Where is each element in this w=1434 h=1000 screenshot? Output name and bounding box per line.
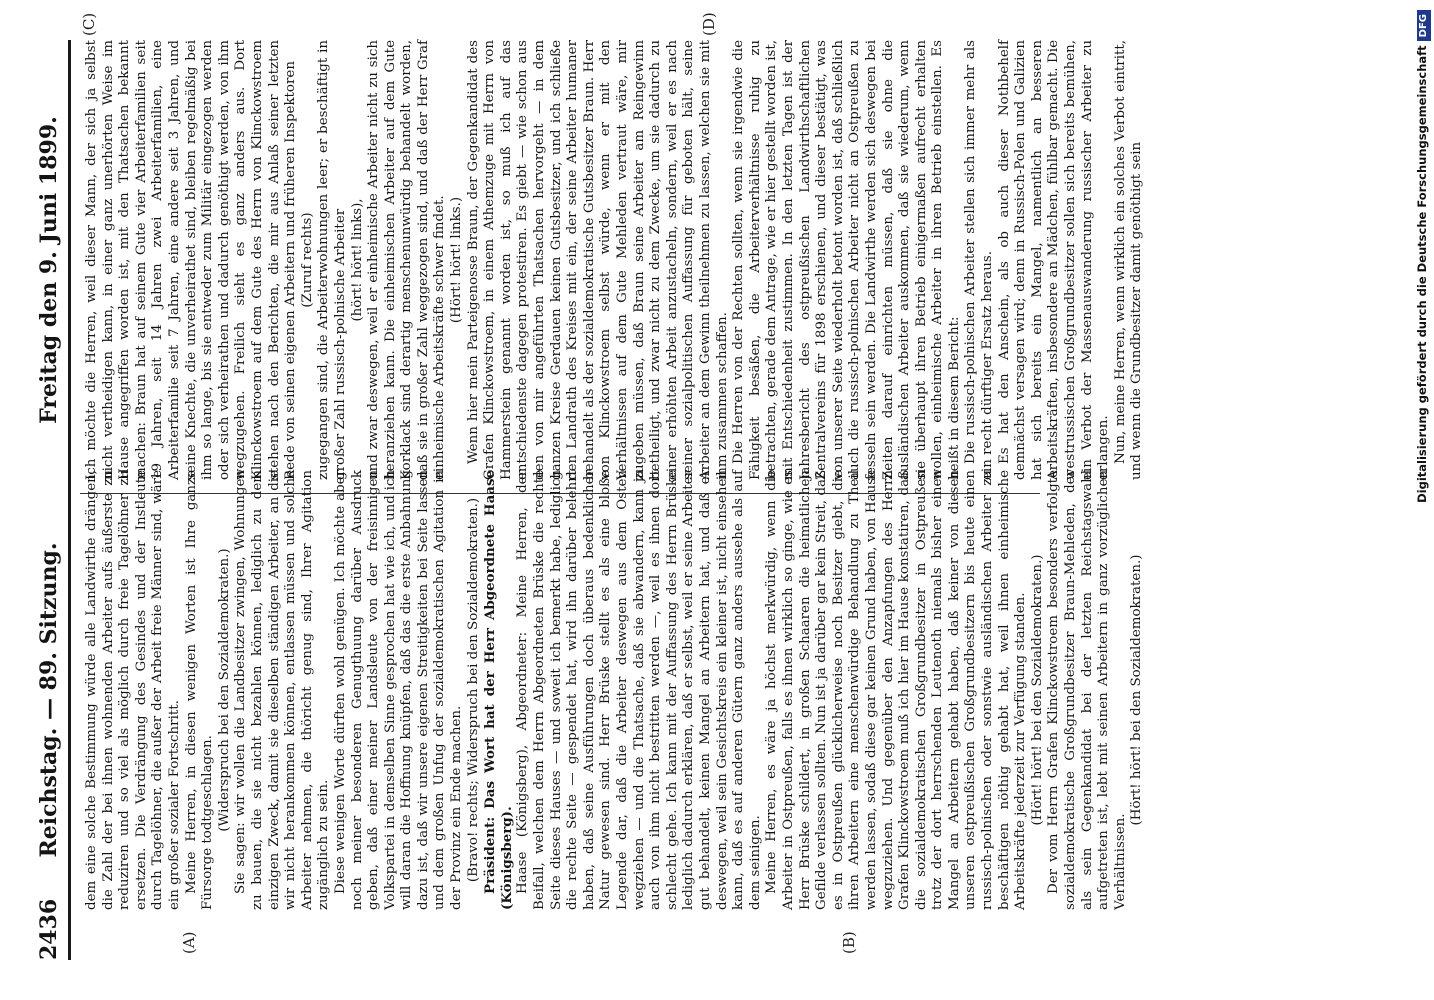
page-header [22,40,64,960]
interjection: (hört! hört! links), [349,198,365,322]
margin-marker-c: (C) [80,12,98,36]
margin-marker-d: (D) [700,12,718,36]
header-title-left: Reichstag. — 89. Sitzung. [36,542,62,858]
interjection: (Bravo! rechts; Widerspruch bei den Sozialdemokraten.) [465,497,481,883]
interjection: (Hört! hört! bei den Sozialdemokraten.) [1129,554,1145,826]
paragraph: zugegangen sind, die Arbeiterwohnungen leer; er beschäftigt in großer Zahl russisch-polnische Arbeiter [316,40,348,480]
paragraph: dem eine solche Bestimmung würde alle Landwirthe drängen, die Zahl der bei ihnen wohnenden Arbeiter aufs äußerste zu reduziren und so viel als möglich durch freie Tagelöhner zu ersetzen. Die Verdrängung des Gesindes und der Instleute durch Tagelöhner, die außer der Arbeit freie Männer sind, wäre ein großer sozialer Fortschritt. [84,470,182,910]
paragraph: Haase (Königsberg), Abgeordneter: Meine Herren, der Beifall, welchen dem Herrn Abgeordneten Brüske die rechte Seite dieses Hauses — und soweit ich bemerkt habe, lediglich die rechte Seite — gespendet hat, wird ihn darüber belehrt haben, daß seine Ausführungen doch überaus bedenklicher Natur gewesen sind. Herr Brüske stellt es als eine bloße Legende dar, daß die Arbeiter deswegen aus dem Osten wegziehen — und die Thatsache, daß sie abwandern, kann ja auch von ihm nicht bestritten werden —, weil es ihnen dort schlecht gehe. Ich kann mit der Auffassung des Herrn Brüske lediglich dadurch erklären, daß er selbst, weil er seine Arbeiter gut behandelt, keinen Mangel an Arbeitern hat, und daß er deswegen, weil sein Gesichtskreis ein kleiner ist, nicht einsehen kann, daß es auf anderen Gütern ganz anders aussehe als auf dem seinigen. [515,470,763,910]
left-column [84,470,1146,910]
paragraph: Nun, meine Herren, wenn wirklich ein solches Verbot eintritt, und wenn die Grundbesitzer damit genöthigt sein [1112,40,1145,480]
watermark-text: Digitalisierung gefördert durch die Deutsche Forschungsgemeinschaft [1415,45,1429,503]
margin-marker-b: (B) [840,931,858,954]
dfg-watermark [1410,0,1434,1000]
interjection: (Zuruf rechts) [299,212,315,308]
interjection: (Hört! hört! bei den Sozialdemokraten.) [1029,554,1045,826]
margin-marker-a: (A) [180,931,198,954]
paragraph: Meine Herren, in diesen wenigen Worten ist Ihre ganze Fürsorge todtgeschlagen. [183,470,216,910]
paragraph: Die Herren von der Rechten sollten, wenn sie irgendwie die Fähigkeit besäßen, die Arbeiterverhältnisse ruhig zu betrachten, gerade dem Antrage, wie er hier gestellt worden ist, mit Entschiedenheit zustimmen. In den letzten Tagen ist der Jahresbericht des ostpreußischen Landwirthschaftlichen Zentralvereins für 1898 erschienen, und dieser bestätigt, was von unserer Seite wiederholt betont worden ist, daß schließlich auch die russisch-polnischen Arbeiter nicht an Ostpreußen zu fesseln sein werden. Die Landwirthe werden sich deswegen bei Zeiten darauf einrichten müssen, daß sie ohne die ausländischen Arbeiter auskommen, daß sie wiederum, wenn sie überhaupt ihren Betrieb einigermaßen aufrecht erhalten wollen, einheimische Arbeiter in ihren Betrieb einstellen. Es heißt in diesem Bericht: [731,40,962,480]
paragraph: und zwar deswegen, weil er einheimische Arbeiter nicht zu sich heranziehen kann. Die einheimischen Arbeiter auf dem Gute Korklack sind derartig menschenunwürdig behandelt worden, daß sie in großer Zahl weggezogen sind, und daß der Herr Graf einheimische Arbeitskräfte schwer findet. [366,40,448,480]
quote: Die russisch-polnischen Arbeiter stellen sich immer mehr als ein recht dürftiger Ersatz heraus. [963,40,996,480]
paragraph: Der vom Herrn Grafen Klinckowstroem besonders verfolgte sozialdemokratische Großgrundbesitzer Braun-Mehleden, der als sein Gegenkandidat bei der letzten Reichstagswahl aufgetreten ist, lebt mit seinen Arbeitern in ganz vorzüglichen Verhältnissen. [1046,470,1128,910]
paragraph: Wenn hier mein Parteigenosse Braun, der Gegenkandidat des Grafen Klinckowstroem, in einem Athemzuge mit Herrn von Hammerstein genannt worden ist, so muß ich auf das entschiedenste dagegen protestiren. Es giebt — wie schon aus den von mir angeführten Thatsachen hervorgeht — in dem ganzen Kreise Gerdauen keinen Gutsbesitzer, und ich schließe den Landrath des Kreises mit ein, der seine Arbeiter humaner behandelt als der sozialdemokratische Gutsbesitzer Braun. Herr von Klinckowstroem selbst würde, wenn er mit den Verhältnissen auf dem Gute Mehleden vertraut wäre, mir zugeben müssen, daß Braun seine Arbeiter am Reingewinn betheiligt, und zwar nicht zu dem Zwecke, um sie dadurch zu einer erhöhten Arbeit anzustacheln, sondern, weil er es nach seiner sozialpolitischen Auffassung für geboten hält, seine Arbeiter an dem Gewinn theilnehmen zu lassen, welchen sie mit ihm zusammen schaffen. [465,40,730,480]
paragraph: Ich möchte die Herren, weil dieser Mann, der sich ja selbst nicht vertheidigen kann, in einer ganz unerhörten Weise im Hause angegriffen worden ist, mit den Thatsachen bekannt machen: Braun hat auf seinem Gute vier Arbeiterfamilien seit 19 Jahren, seit 14 Jahren zwei Arbeiterfamilien, eine Arbeiterfamilie seit 7 Jahren, eine andere seit 3 Jahren, und seine Knechte, die unverheirathet sind, bleiben regelmäßig bei ihm so lange, bis sie entweder zum Militär eingezogen werden oder sich verheirathen und dadurch genöthigt werden, von ihm wegzugehen. Freilich sieht es ganz anders aus. Dort Klinckowstroem auf dem Gute des Herrn von Klinckowstroem stehen nach den Berichten, die mir aus Anlaß seiner letzten Rede von seinen eigenen Arbeitern und früheren Inspektoren [84,40,299,480]
paragraph: Meine Herren, es wäre ja höchst merkwürdig, wenn die Arbeiter in Ostpreußen, falls es ihnen wirklich so ginge, wie es Herr Brüske schildert, in großen Schaaren die heimatlichen Gefilde verlassen sollten. Nun ist ja darüber gar kein Streit, daß es in Ostpreußen glücklicherweise noch Besitzer giebt, die ihren Arbeitern eine menschenwürdige Behandlung zu Theil werden lassen, sodaß diese gar keinen Grund haben, von Hause wegzuziehen. Und gegenüber den Anzapfungen des Herrn Grafen Klinckowstroem muß ich hier im Hause konstatiren, daß die sozialdemokratischen Großgrundbesitzer in Ostpreußen trotz der dort herrschenden Leutenoth niemals bisher einen Mangel an Arbeitern gehabt haben, daß keiner von diesen unseren ostpreußischen Großgrundbesitzern bis heute einen russisch-polnischen oder sonstwie ausländischen Arbeiter zu beschäftigen nöthig gehabt hat, weil ihnen einheimische Arbeitskräfte jederzeit zur Verfügung standen. [764,470,1029,910]
interjection: (Hört! hört! links.) [449,196,465,324]
header-title-right: Freitag den 9. Juni 1899. [36,116,62,424]
paragraph: Sie sagen: wir wollen die Landbesitzer zwingen, Wohnungen zu bauen, die sie nicht bezahlen können, lediglich zu dem einzigen Zweck, damit sie dieselben ständigen Arbeiter, an die wir nicht herankommen können, entlassen müssen und solche Arbeiter nehmen, die thöricht genug sind, Ihrer Agitation zugänglich zu sein. [233,470,332,910]
dfg-logo: DFG [1417,10,1431,41]
right-column [84,40,1146,480]
interjection: (Widerspruch bei den Sozialdemokraten.) [216,548,232,832]
page-number: 2436 [36,898,62,960]
header-rule [68,40,71,960]
speaker-line: Präsident: Das Wort hat der Herr Abgeordnete Haase (Königsberg). [482,470,515,910]
quote: Es hat den Anschein, als ob auch dieser Nothbehelf demnächst versagen wird; denn in Russisch-Polen und Galizien hat sich bereits ein Mangel, namentlich an besseren Arbeitskräften, insbesondere an Mädchen, fühlbar gemacht. Die westrussischen Großgrundbesitzer sollen sich bereits bemühen, ein Verbot der Massenauswanderung russischer Arbeiter zu erlangen. [996,40,1112,480]
paragraph: Diese wenigen Worte dürften wohl genügen. Ich möchte aber noch meiner besonderen Genugthuung darüber Ausdruck geben, daß einer meiner Landsleute von der freisinnigen Volkspartei in demselben Sinne gesprochen hat wie ich, und ich will daran die Hoffnung knüpfen, daß das die erste Anbahnung dazu ist, daß wir unsere eigenen Streitigkeiten bei Seite lassen und dem großen Unfug der sozialdemokratischen Agitation in der Provinz ein Ende machen. [332,470,465,910]
